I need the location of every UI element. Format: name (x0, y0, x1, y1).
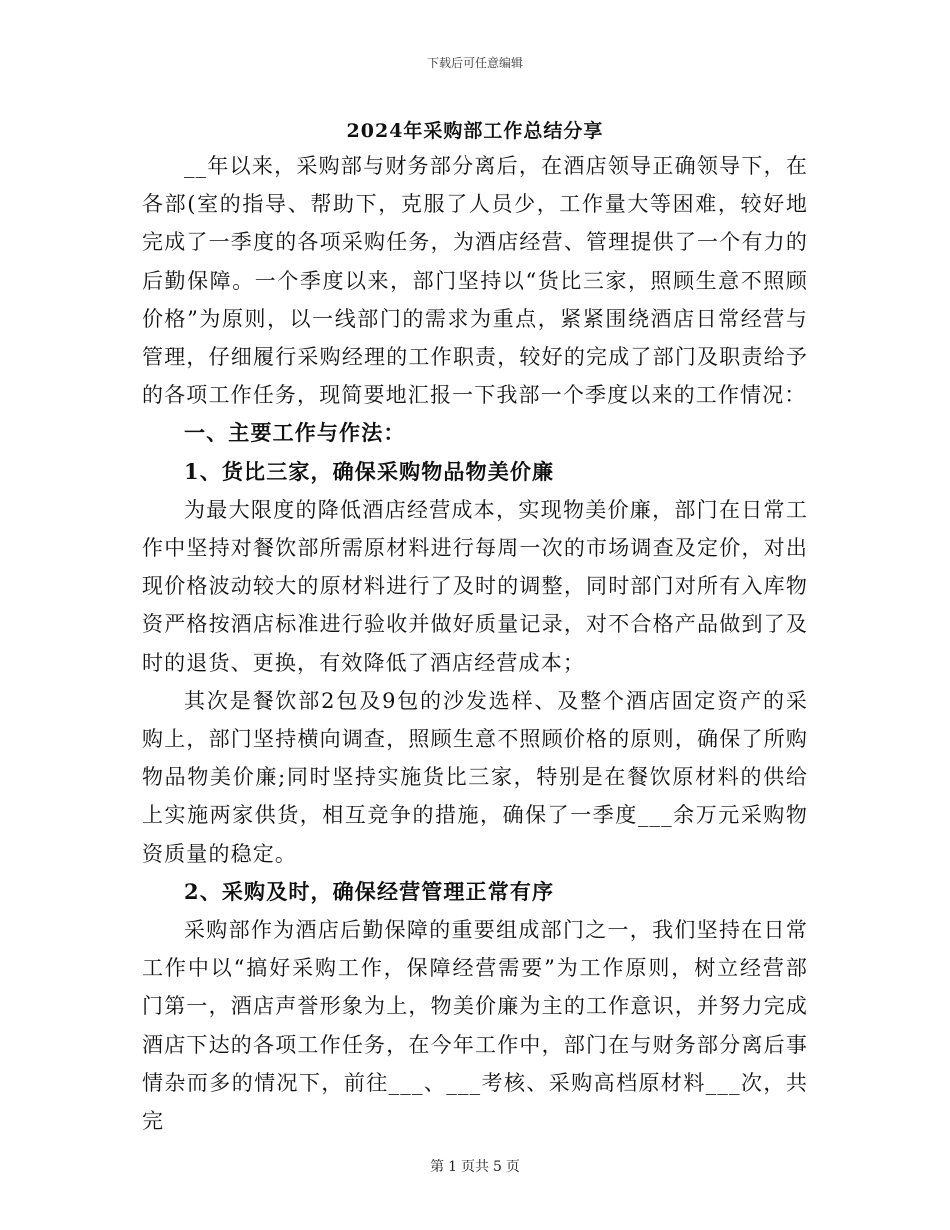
subheading-compare-suppliers: 1、货比三家，确保采购物品物美价廉 (184, 458, 555, 484)
footer-suffix: 页 (505, 1159, 520, 1175)
subheading-timely-procurement: 2、采购及时，确保经营管理正常有序 (184, 878, 555, 904)
footer-current-page: 1 (448, 1159, 457, 1175)
footer-prefix: 第 (430, 1159, 445, 1175)
section-heading-main-work: 一、主要工作与作法： (184, 420, 406, 446)
paragraph-logistics-support: 采购部作为酒店后勤保障的重要组成部门之一，我们坚持在日常工作中以“搞好采购工作，保障经营需要”为工作原则，树立经营部门第一，酒店声誉形象为上，物美价廉为主的工作意识，并努力完成酒店下达的各项工作任务，在今年工作中，部门在与财务部分离后事情杂而多的情况下，前往___、___考核、采购高档原材料___次，共完 (142, 918, 808, 1134)
header-note: 下载后可任意编辑 (426, 56, 523, 70)
paragraph-cost-reduction: 为最大限度的降低酒店经营成本，实现物美价廉，部门在日常工作中坚持对餐饮部所需原材料进行每周一次的市场调查及定价，对出现价格波动较大的原材料进行了及时的调整，同时部门对所有入库物资严格按酒店标准进行验收并做好质量记录，对不合格产品做到了及时的退货、更换，有效降低了酒店经营成本； (142, 497, 808, 675)
page-title: 2024年采购部工作总结分享 (346, 120, 604, 142)
page-number-footer (0, 1156, 950, 1176)
footer-middle: 页共 (461, 1159, 489, 1175)
document-body (142, 147, 808, 1140)
paragraph-furniture-procurement: 其次是餐饮部2包及9包的沙发选样、及整个酒店固定资产的采购上，部门坚持横向调查，照顾生意不照顾价格的原则，确保了所购物品物美价廉;同时坚持实施货比三家，特别是在餐饮原材料的供给上实施两家供货，相互竞争的措施，确保了一季度___余万元采购物资质量的稳定。 (142, 688, 808, 866)
paragraph-intro: __年以来，采购部与财务部分离后，在酒店领导正确领导下，在各部(室的指导、帮助下，克服了人员少，工作量大等困难，较好地完成了一季度的各项采购任务，为酒店经营、管理提供了一个有力的后勤保障。一个季度以来，部门坚持以“货比三家，照顾生意不照顾价格”为原则，以一线部门的需求为重点，紧紧围绕酒店日常经营与管理，仔细履行采购经理的工作职责，较好的完成了部门及职责给予的各项工作任务，现简要地汇报一下我部一个季度以来的工作情况： (142, 154, 808, 408)
footer-total-pages: 5 (493, 1159, 502, 1175)
